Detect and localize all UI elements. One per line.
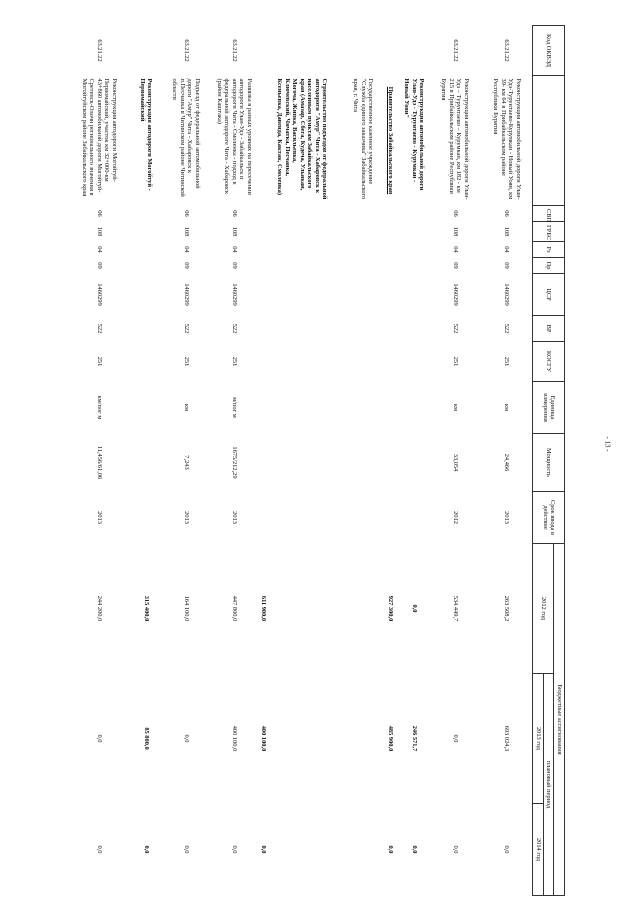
cell-2012 [345,544,381,674]
cell-vr [259,316,345,342]
cell-2013: 693 024,3 [503,725,511,752]
cell-svp [345,206,381,222]
cell-2013: 0,0 [95,734,103,743]
cell-kosgu [381,342,399,382]
cell-name: Строительство подъездов от федеральной автодороги "Амур" Чита - Хабаровск к населенным пунктам Забайкальского края (Амазар, Сбега, Кудеча, Ульякан, Могоча, Жипка, Васильевка, Ключевский, Чичатка, Песчанка, Ксеньевка, Давенда, Кактак, Смоленка) [276,78,329,200]
cell-svp [129,206,163,222]
table-row [69,26,129,896]
cell-kosgu [259,342,345,382]
cell-2013: 246 571,7 [410,725,418,752]
cell-term: 2012 [451,511,459,524]
header-grbs: ГРБС [533,222,565,242]
cell-rz: 04 [95,246,103,253]
cell-name: Реконструкция автомобильной дороги Улан-Удэ - Турунтаево - Курумкан - Новый Уоян" [403,78,426,191]
cell-grbs [381,222,399,242]
cell-rz: 04 [451,246,459,253]
cell-kosgu: 251 [95,356,103,367]
cell-unit [381,382,399,434]
cell-2012: 164 100,0 [182,595,190,622]
cell-term [381,492,399,544]
table-row [345,26,381,896]
cell-vr [345,316,381,342]
cell-term: 2013 [230,511,238,524]
cell-pr [129,258,163,274]
budget-table [69,25,565,896]
cell-2014: 0,0 [410,845,418,854]
cell-code [381,26,399,76]
cell-name: Развязка в разных уровнях на пересечении автодороги Улан-Удэ - Забайкальск и автодороги Чита - Смоленка - подход к федеральной автодороге Чита - Хабаровск (район Каштака) [215,78,253,195]
cell-term [399,492,429,544]
cell-grbs: 108 [230,226,238,237]
header-2013: 2013 год [533,674,544,804]
cell-unit: км [503,403,511,412]
cell-kosgu: 251 [182,356,190,367]
cell-2012: 244 200,0 [95,595,103,622]
cell-rz [399,242,429,258]
cell-term: 2013 [503,511,511,524]
cell-2013: 85 800,0 [142,727,150,750]
cell-2012: 263 508,2 [503,595,511,622]
cell-pr: 09 [230,262,238,269]
cell-code: 63.21.22 [182,39,190,62]
cell-unit: км/пог м [95,395,103,420]
header-kosgu: КОСГУ [533,342,565,382]
table-row [129,26,163,896]
cell-rz: 04 [503,246,511,253]
cell-unit: км [182,403,190,412]
cell-capacity [399,434,429,492]
header-2014: 2014 год [533,804,544,896]
cell-2012: 611 900,0 [260,595,268,622]
cell-grbs [345,222,381,242]
cell-term: 2013 [182,511,190,524]
cell-grbs: 108 [451,226,459,237]
cell-capacity: 24,466 [503,453,511,472]
cell-csr [381,274,399,316]
cell-2014: 0,0 [230,845,238,854]
cell-csr [259,274,345,316]
cell-capacity [381,434,399,492]
cell-code: 63.21.22 [451,39,459,62]
header-capacity: Мощность [533,434,565,492]
cell-pr: 09 [451,262,459,269]
cell-vr [381,316,399,342]
cell-unit: км [451,403,459,412]
cell-kosgu: 251 [451,356,459,367]
header-budget: Бюджетные ассигнования [554,544,565,896]
cell-grbs [259,222,345,242]
cell-code [345,26,381,76]
cell-capacity [259,434,345,492]
cell-2012: 315 400,0 [142,595,150,622]
cell-code [129,26,163,76]
cell-pr [399,258,429,274]
cell-capacity: 7,243 [182,455,190,470]
cell-capacity: 11,456/61,06 [95,445,103,480]
cell-rz [129,242,163,258]
table-row [481,26,533,896]
cell-vr [399,316,429,342]
cell-2013: 0,0 [451,734,459,743]
header-pr: Пр [533,258,565,274]
table-header [533,26,565,896]
cell-kosgu: 251 [230,356,238,367]
header-rz: Рз [533,242,565,258]
cell-code: 63.21.22 [503,39,511,62]
cell-rz: 04 [230,246,238,253]
cell-rz [345,242,381,258]
cell-name: Подъезд от федеральной автомобильной дороги "Амур" Чита - Хабаровск к п.Песчанка в Читинском районе Читинской области [171,78,201,197]
cell-term [259,492,345,544]
cell-svp: 06 [182,210,190,217]
header-unit: Единица измерения [533,382,565,434]
header-2012: 2012 год [533,544,554,674]
table-body [69,26,533,896]
cell-pr [345,258,381,274]
table-row [259,26,345,896]
header-code: Код ОКВЭД [533,26,565,76]
cell-2012: 534 449,7 [451,595,459,622]
cell-svp: 06 [451,210,459,217]
cell-svp [259,206,345,222]
cell-vr: 522 [230,323,238,334]
cell-vr: 522 [503,323,511,334]
header-svp: СВП [533,206,565,222]
cell-pr [259,258,345,274]
cell-name: Реконструкция автомобильной дороги Улан-Удэ-Турунтаево-Курумкан - Новый Уоян, км 39- км 64 в Прибайкальском районе Республики Бурятия [492,78,522,200]
table-row [429,26,481,896]
cell-name: Реконструкция автодороги Могойтуй - Первомайский [138,78,154,191]
cell-svp [381,206,399,222]
cell-csr: 1460299 [182,283,190,306]
cell-2014: 0,0 [503,845,511,854]
cell-code: 63.21.22 [230,39,238,62]
table-row [209,26,259,896]
cell-code [399,26,429,76]
cell-unit: м/пог м [230,397,238,418]
cell-csr [399,274,429,316]
cell-svp [399,206,429,222]
cell-2013: 400 100,0 [230,725,238,752]
cell-2014: 0,0 [451,845,459,854]
cell-2014: 0,0 [386,845,394,854]
header-term: Срок ввода в действие [533,492,565,544]
cell-2012: 0,0 [410,604,418,613]
table-row [163,26,209,896]
cell-capacity [129,434,163,492]
cell-pr: 09 [503,262,511,269]
cell-2014 [345,804,381,896]
cell-kosgu [129,342,163,382]
cell-svp: 06 [503,210,511,217]
cell-csr: 1460299 [503,283,511,306]
cell-grbs [399,222,429,242]
cell-2014: 0,0 [142,845,150,854]
cell-grbs: 108 [182,226,190,237]
header-planned: плановый период [543,674,554,896]
cell-grbs [129,222,163,242]
cell-2013: 400 100,0 [260,725,268,752]
cell-name: Реконструкция автомобильной дороги Улан-Удэ – Турунтаево – Курумкан, км 182 - км 215 в Прибайкальском районе Республики Бурятия [440,78,470,200]
cell-unit [129,382,163,434]
cell-svp: 06 [230,210,238,217]
cell-term [129,492,163,544]
cell-term [345,492,381,544]
cell-kosgu: 251 [503,356,511,367]
cell-2013: 0,0 [182,734,190,743]
cell-vr: 522 [95,323,103,334]
cell-rz: 04 [182,246,190,253]
cell-2013: 485 900,0 [386,725,394,752]
cell-capacity: 1675/212,29 [230,446,238,479]
cell-2013 [345,674,381,804]
cell-pr: 09 [95,262,103,269]
cell-vr [129,316,163,342]
cell-csr: 1460299 [230,283,238,306]
cell-csr [129,274,163,316]
cell-2014: 0,0 [95,845,103,854]
header-csr: ЦСР [533,274,565,316]
cell-unit [345,382,381,434]
cell-unit [259,382,345,434]
rotated-table-wrapper [45,25,565,895]
cell-grbs: 108 [95,226,103,237]
page-number: - 13 - [603,436,612,452]
table-row [381,26,399,896]
table-row [399,26,429,896]
cell-2014: 0,0 [182,845,190,854]
cell-pr [381,258,399,274]
cell-name: Государственное казенное учреждение "Служба единого заказчика" Забайкальского края, г. Чита [352,78,375,200]
cell-2012: 447 800,0 [230,595,238,622]
cell-term: 2013 [95,511,103,524]
cell-rz [381,242,399,258]
cell-rz [259,242,345,258]
cell-csr: 1460299 [95,283,103,306]
header-vr: ВР [533,316,565,342]
cell-unit [399,382,429,434]
header-name [533,76,565,206]
cell-capacity [345,434,381,492]
cell-capacity: 33,054 [451,453,459,472]
cell-kosgu [345,342,381,382]
cell-vr: 522 [451,323,459,334]
cell-vr: 522 [182,323,190,334]
cell-code [259,26,345,76]
cell-code: 63.21.22 [95,39,103,62]
cell-name: Правительство Забайкальского края [386,86,394,195]
cell-2012: 927 300,0 [386,595,394,622]
cell-svp: 06 [95,210,103,217]
cell-csr [345,274,381,316]
cell-kosgu [399,342,429,382]
cell-csr: 1460299 [451,283,459,306]
cell-grbs: 108 [503,226,511,237]
cell-pr: 09 [182,262,190,269]
cell-2014: 0,0 [260,845,268,854]
cell-name: Реконструкция автодороги Могойтуй-Первомайский, участок км 32+000-км 43+860 автомобильной дороги Могойтуй-Сретенск-Олочи регионального значения в Могойтуйском районе Забайкальского края [80,78,118,197]
